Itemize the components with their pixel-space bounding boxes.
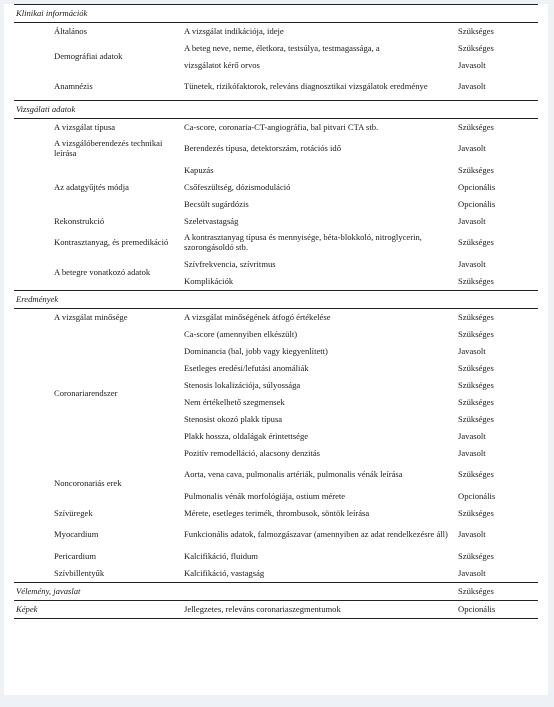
requirement-cell: Szükséges <box>458 550 494 561</box>
section-title: Klinikai információk <box>14 5 538 23</box>
category-cell: A vizsgálat típusa <box>54 121 116 132</box>
table-row <box>14 522 538 548</box>
item-cell: Pulmonalis vénák morfológiája, ostium mérete <box>184 490 346 501</box>
item-cell: Tünetek, rizikófaktorok, releváns diagnosztikai vizsgálatok eredménye <box>184 81 428 92</box>
item-cell: Csőfeszültség, dózismoduláció <box>184 181 291 192</box>
requirement-cell: Opcionális <box>458 490 496 501</box>
requirement-cell: Szükséges <box>458 311 494 322</box>
requirement-cell: Javasolt <box>458 143 486 154</box>
requirement-cell: Szükséges <box>458 25 494 36</box>
item-cell: Kalcifikáció, vastagság <box>184 567 265 578</box>
item-cell: Esetleges eredési/lefutási anomáliák <box>184 362 309 373</box>
requirement-cell: Javasolt <box>458 215 486 226</box>
category-cell: Demográfiai adatok <box>54 51 123 62</box>
requirement-cell: Javasolt <box>458 258 486 269</box>
category-cell: A betegre vonatkozó adatok <box>54 267 151 278</box>
table-row <box>14 213 538 230</box>
requirement-cell: Opcionális <box>456 601 538 619</box>
item-cell: Aorta, vena cava, pulmonalis artériák, pulmonalis vénák leírása <box>184 469 403 480</box>
item-cell: A kontrasztanyag típusa és mennyisége, béta-blokkoló, nitroglycerin, szorongásoldó stb. <box>184 232 422 252</box>
category-cell: Rekonstrukció <box>54 215 105 226</box>
section-header-clinical <box>14 5 538 23</box>
requirement-cell: Szükséges <box>458 164 494 175</box>
requirement-cell: Opcionális <box>458 198 496 209</box>
requirement-cell: Javasolt <box>458 81 486 92</box>
table-row <box>14 548 538 565</box>
category-cell: Kontrasztanyag, és premedikáció <box>54 237 169 248</box>
category-cell: Általános <box>54 25 87 36</box>
requirement-cell: Szükséges <box>458 362 494 373</box>
table-row <box>14 40 538 57</box>
category-cell: Myocardium <box>54 529 99 540</box>
category-cell: Noncoronariás erek <box>54 477 122 488</box>
item-cell: Funkcionális adatok, falmozgászavar (amennyiben az adat rendelkezésre áll) <box>184 529 448 540</box>
requirement-cell: Szükséges <box>458 507 494 518</box>
table-row <box>14 74 538 101</box>
item-cell: Nem értékelhető szegmensek <box>184 396 285 407</box>
requirement-cell: Javasolt <box>458 529 486 540</box>
item-cell: Stenosis lokalizációja, súlyossága <box>184 379 301 390</box>
section-header-exam-data <box>14 101 538 119</box>
requirement-cell: Javasolt <box>458 430 486 441</box>
table-row <box>14 565 538 583</box>
category-cell: Coronariarendszer <box>54 388 118 399</box>
item-cell: Stenosist okozó plakk típusa <box>184 413 283 424</box>
table-row <box>14 136 538 162</box>
requirement-cell: Javasolt <box>458 59 486 70</box>
requirement-cell: Javasolt <box>458 447 486 458</box>
item-cell: Pozitív remodelláció, alacsony denzitás <box>184 447 321 458</box>
table-row <box>14 326 538 343</box>
section-title: Eredmények <box>14 291 538 309</box>
table-row <box>14 162 538 179</box>
document-page <box>4 4 548 695</box>
table-row <box>14 309 538 327</box>
section-header-opinion <box>14 583 538 601</box>
item-cell: Szeletvastagság <box>184 215 239 226</box>
requirement-cell: Szükséges <box>458 328 494 339</box>
requirement-cell: Szükséges <box>458 469 494 480</box>
requirement-cell: Szükséges <box>458 275 494 286</box>
item-cell: Kalcifikáció, fluidum <box>184 550 258 561</box>
section-title: Vizsgálati adatok <box>14 101 538 119</box>
category-cell: A vizsgálóberendezés technikai leírása <box>54 138 163 158</box>
requirement-cell: Opcionális <box>458 181 496 192</box>
requirement-cell: Szükséges <box>458 396 494 407</box>
category-cell: Az adatgyűjtés módja <box>54 181 129 192</box>
item-cell: A beteg neve, neme, életkora, testsúlya, testmagassága, a <box>184 42 380 53</box>
requirement-cell: Javasolt <box>458 567 486 578</box>
category-cell: A vizsgálat minősége <box>54 311 128 322</box>
item-cell: vizsgálatot kérő orvos <box>184 59 260 70</box>
item-cell: A vizsgálat indikációja, ideje <box>184 25 284 36</box>
item-cell: Komplikációk <box>184 275 234 286</box>
item-cell: Ca-score, coronaria-CT-angiográfia, bal pitvari CTA stb. <box>184 121 379 132</box>
item-cell: Plakk hossza, oldalágak érintettsége <box>184 430 309 441</box>
table-row <box>14 23 538 41</box>
requirement-cell: Szükséges <box>458 42 494 53</box>
item-cell: Dominancia (bal, jobb vagy kiegyenlített) <box>184 345 328 356</box>
requirement-cell: Szükséges <box>458 413 494 424</box>
requirement-cell: Szükséges <box>458 237 494 248</box>
section-title: Képek <box>14 601 182 619</box>
requirement-cell: Szükséges <box>458 121 494 132</box>
item-cell: Szívfrekvencia, szívritmus <box>184 258 276 269</box>
requirement-cell: Javasolt <box>458 345 486 356</box>
table-row <box>14 256 538 273</box>
item-cell: Jellegzetes, releváns coronariaszegmentumok <box>182 601 456 619</box>
section-title: Vélemény, javaslat <box>14 583 456 601</box>
requirement-cell: Szükséges <box>458 379 494 390</box>
table-row <box>14 505 538 522</box>
category-cell: Pericardium <box>54 550 96 561</box>
category-cell: Szívbillentyűk <box>54 567 105 578</box>
report-requirements-table <box>14 4 538 619</box>
table-row <box>14 230 538 256</box>
requirement-cell: Szükséges <box>456 583 538 601</box>
table-row <box>14 462 538 488</box>
section-header-results <box>14 291 538 309</box>
item-cell: Kapuzás <box>184 164 214 175</box>
category-cell: Szívüregek <box>54 507 93 518</box>
item-cell: A vizsgálat minőségének átfogó értékelése <box>184 311 331 322</box>
section-header-images <box>14 601 538 619</box>
table-row <box>14 119 538 137</box>
category-cell: Anamnézis <box>54 81 93 92</box>
item-cell: Berendezés típusa, detektorszám, rotációs idő <box>184 143 342 154</box>
item-cell: Becsült sugárdózis <box>184 198 249 209</box>
item-cell: Mérete, esetleges terimék, thrombusok, söntök leírása <box>184 507 370 518</box>
item-cell: Ca-score (amennyiben elkészült) <box>184 328 298 339</box>
